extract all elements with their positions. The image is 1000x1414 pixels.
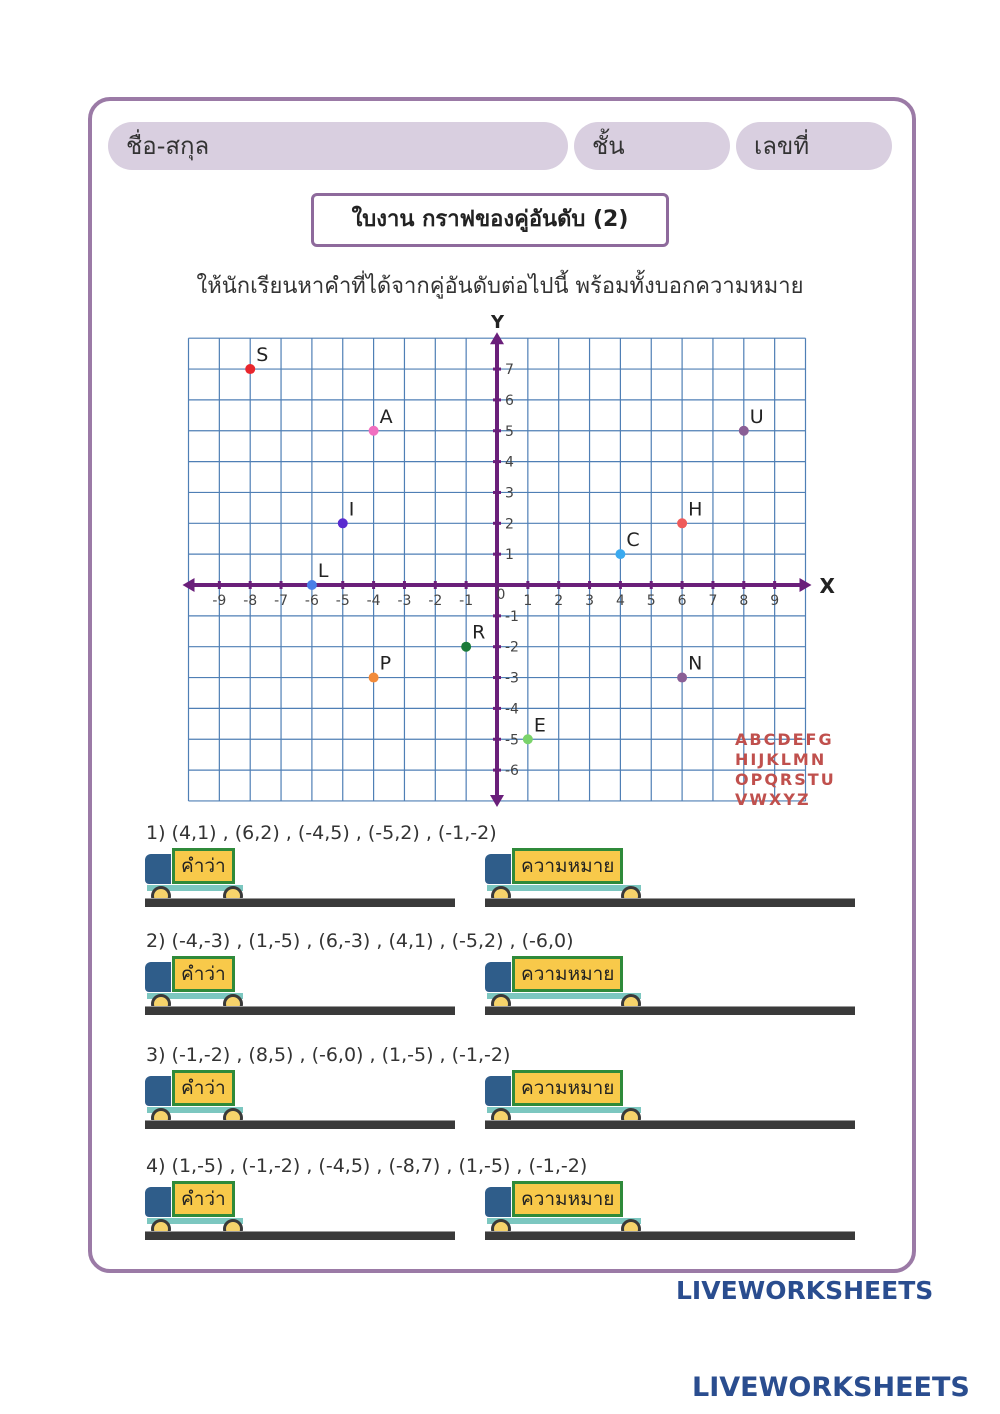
x-tick-label: 0: [496, 587, 506, 603]
point-N: [677, 673, 687, 683]
truck-cab-icon: [485, 1076, 511, 1106]
truck-cab-icon: [145, 962, 171, 992]
x-tick-label: 7: [708, 593, 718, 609]
y-tick-label: 2: [505, 516, 514, 533]
x-axis-label: X: [819, 574, 835, 598]
x-tick-label: -2: [428, 593, 443, 609]
point-C: [615, 549, 625, 559]
truck-cab-icon: [485, 962, 511, 992]
point-label: U: [749, 405, 764, 428]
y-tick-label: -1: [505, 608, 519, 625]
number-label: เลขที่: [754, 132, 810, 160]
point-label: A: [379, 405, 393, 428]
name-field[interactable]: [108, 122, 568, 170]
point-E: [523, 734, 533, 744]
point-L: [307, 580, 317, 590]
meaning-answer-field-label: ความหมาย: [512, 956, 623, 992]
truck-base: [487, 885, 641, 891]
point-label: N: [688, 652, 703, 675]
y-tick-label: -4: [505, 701, 519, 718]
y-axis-label: Y: [491, 312, 505, 334]
x-tick-label: 4: [615, 593, 625, 609]
worksheet-title: ใบงาน กราฟของคู่อันดับ (2): [311, 193, 669, 247]
x-tick-label: 2: [554, 593, 564, 609]
alphabet-decoration: ABCDEFG HIJKLMN OPQRSTU VWXYZ: [735, 730, 836, 809]
truck-cab-icon: [485, 854, 511, 884]
x-tick-label: 9: [770, 593, 780, 609]
point-U: [739, 426, 749, 436]
class-label: ชั้น: [592, 132, 625, 160]
y-tick-label: 1: [505, 547, 514, 564]
point-label: S: [256, 344, 269, 367]
truck-base: [487, 1218, 641, 1224]
y-tick-label: 4: [505, 454, 514, 471]
point-label: C: [626, 529, 640, 552]
truck-base: [487, 993, 641, 999]
point-I: [338, 518, 348, 528]
x-tick-label: 6: [677, 593, 687, 609]
question-text: 2) (-4,-3) , (1,-5) , (6,-3) , (4,1) , (-5,2) , (-6,0): [146, 930, 574, 952]
answer-line: [485, 1006, 855, 1015]
x-tick-label: -3: [397, 593, 412, 609]
truck-cab-icon: [145, 1076, 171, 1106]
y-tick-label: 5: [505, 423, 514, 440]
y-tick-label: -3: [505, 670, 519, 687]
y-tick-label: -6: [505, 763, 519, 780]
brand-logo: LIVEWORKSHEETS: [676, 1276, 934, 1305]
point-P: [369, 673, 379, 683]
y-tick-label: -5: [505, 732, 519, 749]
answer-line: [485, 898, 855, 907]
x-tick-label: 1: [523, 593, 533, 609]
answer-line: [145, 1006, 455, 1015]
question-text: 1) (4,1) , (6,2) , (-4,5) , (-5,2) , (-1,-2): [146, 822, 497, 844]
truck-base: [487, 1107, 641, 1113]
word-answer-field-label: คำว่า: [172, 848, 235, 884]
x-tick-label: -7: [274, 593, 289, 609]
answer-line: [145, 1231, 455, 1240]
truck-cab-icon: [145, 1187, 171, 1217]
meaning-answer-field-label: ความหมาย: [512, 848, 623, 884]
truck-cab-icon: [485, 1187, 511, 1217]
x-tick-label: -5: [335, 593, 350, 609]
meaning-answer-field-label: ความหมาย: [512, 1181, 623, 1217]
point-A: [369, 426, 379, 436]
point-R: [461, 642, 471, 652]
answer-line: [145, 1120, 455, 1129]
point-H: [677, 518, 687, 528]
question-text: 4) (1,-5) , (-1,-2) , (-4,5) , (-8,7) , (1,-5) , (-1,-2): [146, 1155, 588, 1177]
answer-line: [485, 1231, 855, 1240]
point-S: [245, 364, 255, 374]
truck-cab-icon: [145, 854, 171, 884]
answer-line: [485, 1120, 855, 1129]
x-tick-label: -1: [459, 593, 474, 609]
point-label: H: [688, 498, 703, 521]
meaning-answer-field-label: ความหมาย: [512, 1070, 623, 1106]
point-label: I: [348, 498, 355, 521]
point-label: E: [533, 714, 546, 737]
x-tick-label: 8: [739, 593, 749, 609]
x-tick-label: -9: [212, 593, 227, 609]
class-field[interactable]: [574, 122, 730, 170]
x-tick-label: -4: [366, 593, 381, 609]
answer-line: [145, 898, 455, 907]
point-label: L: [317, 560, 329, 582]
x-tick-label: -6: [304, 593, 319, 609]
question-text: 3) (-1,-2) , (8,5) , (-6,0) , (1,-5) , (-1,-2): [146, 1044, 511, 1066]
y-tick-label: 6: [505, 392, 514, 409]
name-label: ชื่อ-สกุล: [126, 132, 210, 160]
word-answer-field-label: คำว่า: [172, 1070, 235, 1106]
y-tick-label: 3: [505, 485, 514, 502]
instruction: ให้นักเรียนหาคำที่ได้จากคู่อันดับต่อไปนี้ พร้อมทั้งบอกความหมาย: [196, 274, 804, 299]
y-tick-label: 7: [505, 362, 514, 379]
point-label: P: [379, 652, 392, 675]
brand-logo-footer: LIVEWORKSHEETS: [692, 1372, 970, 1403]
y-tick-label: -2: [505, 639, 519, 656]
point-label: R: [472, 621, 486, 644]
number-field[interactable]: [736, 122, 892, 170]
x-tick-label: -8: [243, 593, 258, 609]
x-tick-label: 5: [646, 593, 656, 609]
x-tick-label: 3: [585, 593, 595, 609]
word-answer-field-label: คำว่า: [172, 1181, 235, 1217]
word-answer-field-label: คำว่า: [172, 956, 235, 992]
